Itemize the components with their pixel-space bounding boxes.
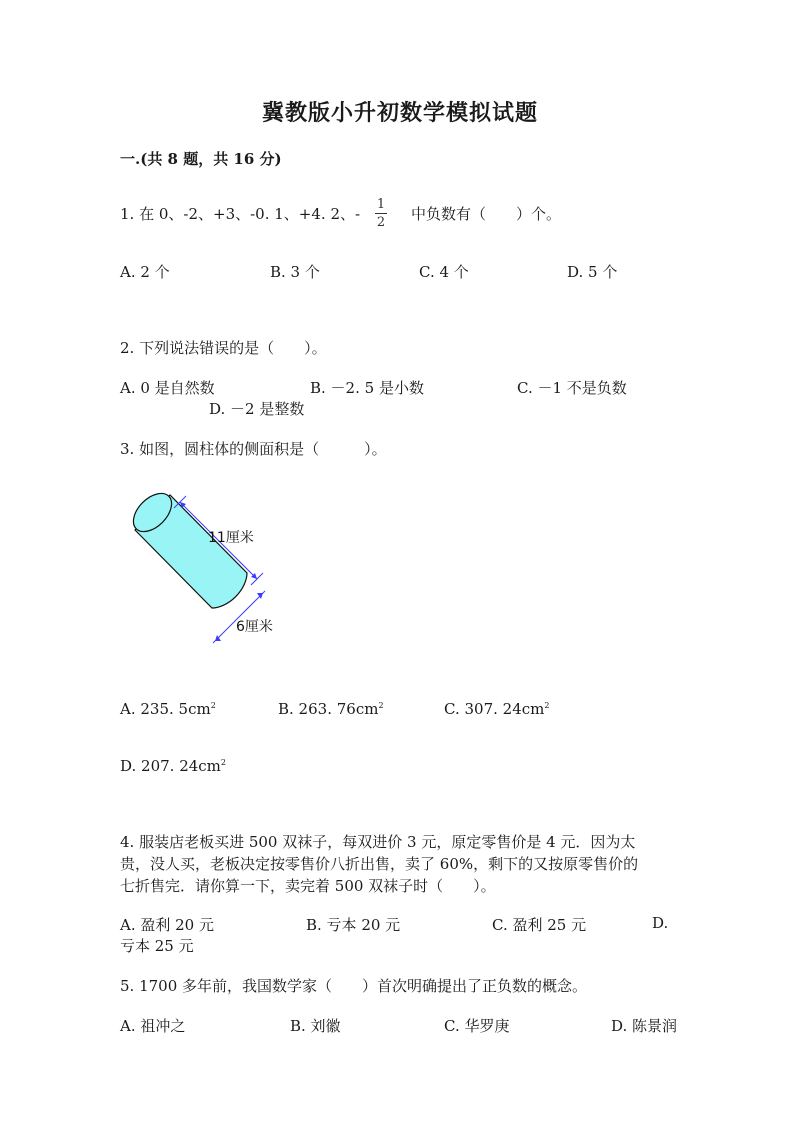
q4-stem-line-1: 4. 服装店老板买进 500 双袜子，每双进价 3 元，原定零售价是 4 元．因为太 — [120, 833, 636, 851]
q1-option-d: D. 5 个 — [567, 263, 618, 281]
q5-option-b: B. 刘徽 — [290, 1017, 341, 1035]
q3-option-d — [120, 757, 226, 775]
q5-option-d: D. 陈景润 — [611, 1017, 678, 1035]
unit-superscript: 2 — [378, 701, 384, 710]
q4-option-b: B. 亏本 20 元 — [306, 916, 401, 934]
cylinder-diagram — [120, 490, 300, 660]
unit-superscript: 2 — [210, 701, 216, 710]
q5-option-a: A. 祖冲之 — [120, 1017, 186, 1035]
length-label: 11厘米 — [208, 530, 254, 546]
q4-stem-line-2: 贵，没人买，老板决定按零售价八折出售，卖了 60%，剩下的又按原零售价的 — [120, 855, 639, 873]
q2-option-a: A. 0 是自然数 — [120, 379, 215, 397]
q3-option-a — [120, 700, 216, 718]
q1-stem-pre: 1. 在 0、-2、+3、-0. 1、+4. 2、- — [120, 205, 361, 223]
q1-fraction-denominator: 2 — [376, 215, 386, 230]
diameter-label: 6厘米 — [236, 619, 273, 635]
q2-option-d: D. －2 是整数 — [209, 400, 305, 418]
q2-option-c: C. －1 不是负数 — [517, 379, 627, 397]
q5-option-c: C. 华罗庚 — [444, 1017, 510, 1035]
q1-option-c: C. 4 个 — [419, 263, 469, 281]
q1-fraction-bar — [375, 213, 387, 214]
q3-option-c — [444, 700, 549, 718]
q4-option-d: D. — [652, 914, 669, 932]
q3-option-c-text: C. 307. 24cm — [444, 700, 545, 718]
unit-superscript: 2 — [544, 701, 550, 710]
section-heading: 一.(共 8 题，共 16 分) — [120, 150, 282, 168]
q5-stem: 5. 1700 多年前，我国数学家（ ）首次明确提出了正负数的概念。 — [120, 977, 588, 995]
q1-option-b: B. 3 个 — [270, 263, 320, 281]
q1-fraction-numerator: 1 — [376, 197, 386, 212]
q3-stem: 3. 如图，圆柱体的侧面积是（ ）。 — [120, 440, 387, 458]
cylinder-figure — [120, 490, 300, 664]
q4-stem-line-3: 七折售完．请你算一下，卖完着 500 双袜子时（ ）。 — [120, 877, 496, 895]
q3-option-d-text: D. 207. 24cm — [120, 757, 221, 775]
q4-option-d-continued: 亏本 25 元 — [120, 937, 194, 955]
q1-stem-post: 中负数有（ ）个。 — [411, 205, 562, 223]
q3-option-b — [278, 700, 384, 718]
q1-option-a: A. 2 个 — [120, 263, 170, 281]
q1-fraction — [373, 197, 389, 230]
page-title: 冀教版小升初数学模拟试题 — [261, 100, 538, 126]
q2-option-b: B. －2. 5 是小数 — [310, 379, 424, 397]
q3-option-a-text: A. 235. 5cm — [120, 700, 211, 718]
unit-superscript: 2 — [220, 758, 226, 767]
q4-option-c: C. 盈利 25 元 — [492, 916, 587, 934]
q2-stem: 2. 下列说法错误的是（ ）。 — [120, 339, 327, 357]
q4-option-a: A. 盈利 20 元 — [120, 916, 214, 934]
q3-option-b-text: B. 263. 76cm — [278, 700, 379, 718]
